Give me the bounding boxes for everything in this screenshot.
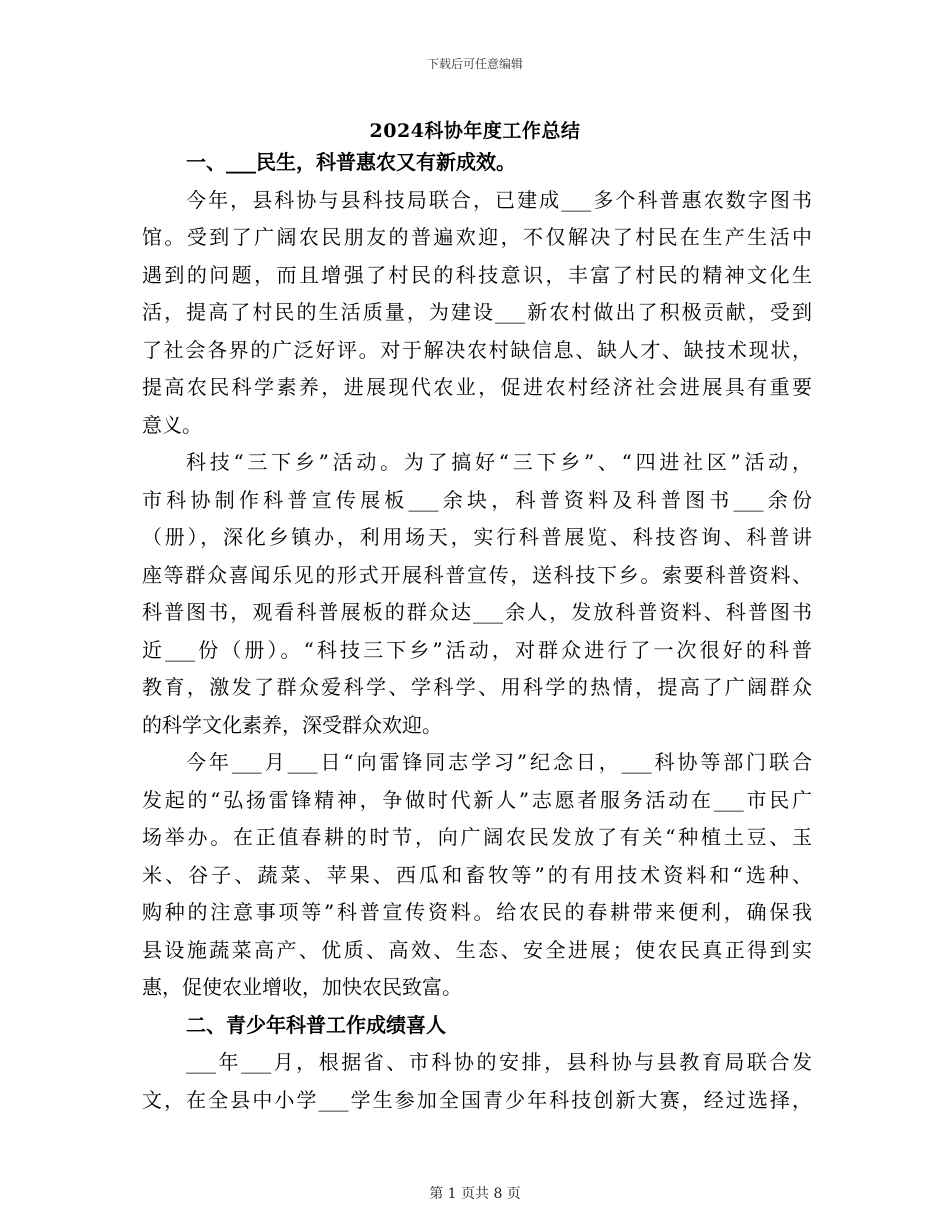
body-text-line: 科技“三下乡”活动。为了搞好“三下乡”、“四进社区”活动， (186, 450, 812, 474)
page-number-footer: 第 1 页共 8 页 (429, 1186, 521, 1202)
body-text-line: 场举办。在正值春耕的时节，向广阔农民发放了有关“种植土豆、玉 (142, 825, 812, 849)
section-heading: 一、___民生，科普惠农又有新成效。 (186, 150, 516, 174)
body-text-line: 今年，县科协与县科技局联合，已建成___多个科普惠农数字图书 (186, 187, 812, 212)
body-text-line: 近___份（册）。“科技三下乡”活动，对群众进行了一次很好的科普 (142, 637, 812, 662)
section-heading: 二、青少年科普工作成绩喜人 (186, 1012, 446, 1037)
body-text-line: （册），深化乡镇办，利用场天，实行科普展览、科技咨询、科普讲 (142, 525, 812, 549)
body-text-line: 米、谷子、蔬菜、苹果、西瓜和畜牧等”的有用技术资料和“选种、 (142, 862, 812, 887)
body-text-line: 发起的“弘扬雷锋精神，争做时代新人”志愿者服务活动在___市民广 (142, 787, 812, 812)
document-body (142, 144, 812, 1119)
body-text-line: 惠，促使农业增收，加快农民致富。 (142, 975, 462, 999)
body-text-line: 馆。受到了广阔农民朋友的普遍欢迎，不仅解决了村民在生产生活中 (142, 225, 812, 249)
body-text-line: 意义。 (142, 412, 202, 437)
body-text-line: 提高农民科学素养，进展现代农业，促进农村经济社会进展具有重要 (142, 375, 812, 399)
body-text-line: 市科协制作科普宣传展板___余块，科普资料及科普图书___余份 (142, 487, 812, 512)
body-text-line: 的科学文化素养，深受群众欢迎。 (142, 712, 442, 737)
document-title: 2024科协年度工作总结 (369, 120, 581, 142)
body-text-line: 今年___月___日“向雷锋同志学习”纪念日，___科协等部门联合 (186, 750, 812, 774)
body-text-line: 县设施蔬菜高产、优质、高效、生态、安全进展；使农民真正得到实 (142, 937, 812, 962)
body-text-line: 购种的注意事项等”科普宣传资料。给农民的春耕带来便利，确保我 (142, 900, 812, 924)
body-text-line: 教育，激发了群众爱科学、学科学、用科学的热情，提高了广阔群众 (142, 675, 812, 699)
body-text-line: 活，提高了村民的生活质量，为建设___新农村做出了积极贡献，受到 (142, 300, 812, 324)
body-text-line: 遇到的问题，而且增强了村民的科技意识，丰富了村民的精神文化生 (142, 262, 812, 287)
body-text-line: 文，在全县中小学___学生参加全国青少年科技创新大赛，经过选择， (142, 1087, 812, 1112)
body-text-line: 座等群众喜闻乐见的形式开展科普宣传，送科技下乡。索要科普资料、 (142, 562, 812, 587)
body-text-line: 了社会各界的广泛好评。对于解决农村缺信息、缺人才、缺技术现状， (142, 337, 812, 362)
header-note: 下载后可任意编辑 (426, 57, 523, 71)
body-text-line: ___年___月，根据省、市科协的安排，县科协与县教育局联合发 (186, 1050, 812, 1074)
body-text-line: 科普图书，观看科普展板的群众达___余人，发放科普资料、科普图书 (142, 600, 812, 624)
